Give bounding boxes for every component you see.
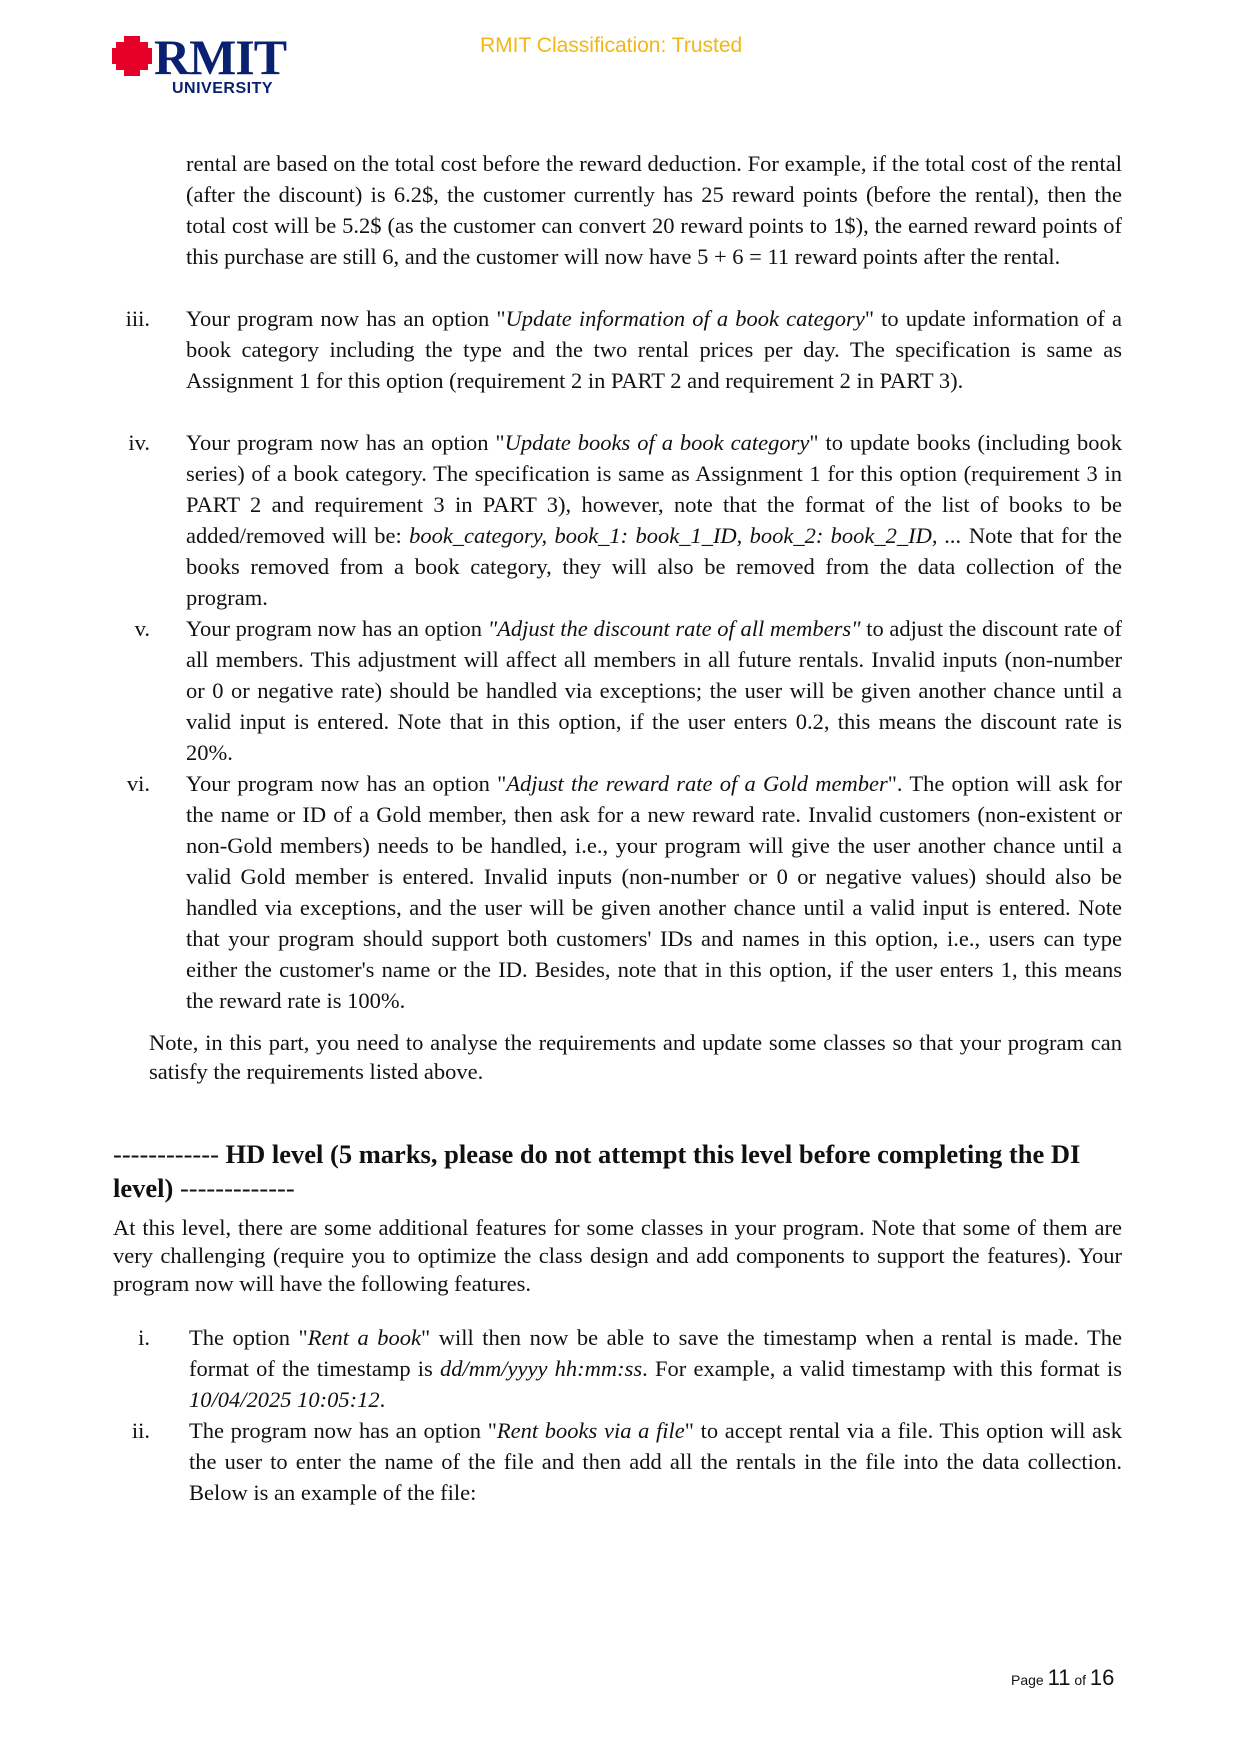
option-name: Update information of a book category — [505, 306, 865, 331]
item-text: The program now has an option "Rent books via a file" to accept rental via a file. This option will ask the user to enter the name of the file and then add all the rentals in the file into the data collection. Below is an example of the file: — [189, 1418, 1123, 1505]
option-name: Update books of a book category — [504, 430, 810, 455]
item-text: Your program now has an option "Adjust the discount rate of all members" to adjust the discount rate of all members. This adjustment will affect all members in all future rentals. Invalid inputs (non-number or 0 or negative rate) should be handled via exceptions; the user will be given another chance until a valid input is entered. Note that in this option, if the user enters 0.2, this means the discount rate is 20%. — [186, 616, 1122, 765]
item-number: ii. — [131, 1418, 150, 1443]
rmit-logo — [112, 29, 302, 102]
list-format: book_category, book_1: book_1_ID, book_2: book_2_ID, ... — [409, 523, 962, 548]
rmit-pixel-icon — [112, 36, 152, 76]
item-number: vi. — [126, 771, 150, 796]
item-text: The option "Rent a book" will then now be able to save the timestamp when a rental is made. The format of the timestamp is dd/mm/yyyy hh:mm:ss. For example, a valid timestamp with this format is 10/04/2025 10:05:12. — [189, 1325, 1123, 1412]
hd-intro-paragraph: At this level, there are some additional features for some classes in your program. Note that some of them are very challenging (require you to optimize the class design and add components to support the features). Your program now will have the following features. — [113, 1215, 1122, 1296]
item-number: iii. — [125, 306, 150, 331]
hd-heading-text: HD level (5 marks, please do not attempt this level before completing the DI level) — [113, 1139, 1081, 1203]
hd-level-heading: ------------ HD level (5 marks, please do not attempt this level before completing the DI level) ------------- — [113, 1139, 1081, 1203]
classification-label: RMIT Classification: Trusted — [480, 34, 743, 57]
item-text: Your program now has an option "Update books of a book category" to update books (including book series) of a book category. The specification is same as Assignment 1 for this option (requirement 3 in PART 2 and requirement 3 in PART 3), however, note that the format of the list of books to be added/removed will be: book_category, book_1: book_1_ID, book_2: book_2_ID, ... Note that for the books removed from a book category, they will also be removed from the data collection of the program. — [186, 430, 1122, 610]
item-number: iv. — [128, 430, 150, 455]
option-name: "Adjust the discount rate of all members" — [487, 616, 861, 641]
item-text: Your program now has an option "Adjust the reward rate of a Gold member". The option will ask for the name or ID of a Gold member, then ask for a new reward rate. Invalid customers (non-existent or non-Gold members) needs to be handled, i.e., your program will give the user another chance until a valid Gold member is entered. Invalid inputs (non-number or 0 or negative values) should also be handled via exceptions, and the user will be given another chance until a valid input is entered. Note that your program should support both customers' IDs and names in this option, i.e., users can type either the customer's name or the ID. Besides, note that in this option, if the user enters 1, this means the reward rate is 100%. — [186, 771, 1122, 1013]
page-number: Page 11 of 16 — [1011, 1665, 1115, 1690]
timestamp-format: dd/mm/yyyy hh:mm:ss — [440, 1356, 643, 1381]
option-name: Rent books via a file — [496, 1418, 685, 1443]
item-number: v. — [134, 616, 150, 641]
option-name: Rent a book — [307, 1325, 422, 1350]
note-paragraph: Note, in this part, you need to analyse the requirements and update some classes so that your program can satisfy the requirements listed above. — [149, 1030, 1122, 1084]
continuation-paragraph: rental are based on the total cost before the reward deduction. For example, if the total cost of the rental (after the discount) is 6.2$, the customer currently has 25 reward points (before the rental), then the total cost will be 5.2$ (as the customer can convert 20 reward points to 1$), the earned reward points of this purchase are still 6, and the customer will now have 5 + 6 = 11 reward points after the rental. — [186, 151, 1122, 269]
logo-wordmark: RMIT — [154, 29, 287, 85]
logo-subtext: UNIVERSITY — [172, 80, 274, 97]
timestamp-example: 10/04/2025 10:05:12 — [189, 1387, 380, 1412]
option-name: Adjust the reward rate of a Gold member — [506, 771, 888, 796]
item-number: i. — [138, 1325, 150, 1350]
item-text: Your program now has an option "Update information of a book category" to update information of a book category including the type and the two rental prices per day. The specification is same as Assignment 1 for this option (requirement 2 in PART 2 and requirement 2 in PART 3). — [186, 306, 1122, 393]
